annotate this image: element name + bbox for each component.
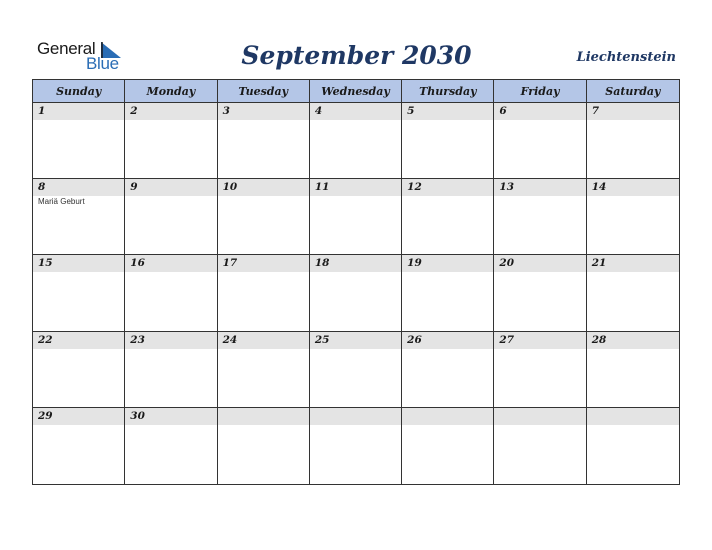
country-label: Liechtenstein — [576, 50, 676, 65]
weekday-header-saturday: Saturday — [587, 80, 679, 103]
day-number: 25 — [310, 332, 401, 349]
day-cell[interactable] — [494, 332, 586, 408]
day-number: 1 — [33, 103, 124, 120]
day-cell[interactable] — [218, 103, 310, 179]
day-cell[interactable] — [587, 332, 679, 408]
day-number: 21 — [587, 255, 679, 272]
day-cell[interactable] — [494, 179, 586, 255]
day-number: 12 — [402, 179, 493, 196]
day-cell[interactable] — [310, 179, 402, 255]
day-cell[interactable] — [402, 332, 494, 408]
day-cell[interactable] — [402, 408, 494, 484]
logo-general-text: General — [37, 39, 96, 58]
weekday-header-wednesday: Wednesday — [310, 80, 402, 103]
day-number — [494, 408, 585, 425]
day-number: 29 — [33, 408, 124, 425]
weekday-header-thursday: Thursday — [402, 80, 494, 103]
weekday-header-monday: Monday — [125, 80, 217, 103]
day-number: 8 — [33, 179, 124, 196]
day-cell[interactable] — [494, 255, 586, 331]
day-cell[interactable] — [494, 408, 586, 484]
day-cell[interactable] — [587, 255, 679, 331]
day-cell[interactable] — [402, 103, 494, 179]
day-cell[interactable] — [218, 255, 310, 331]
day-number — [587, 408, 679, 425]
day-cell[interactable] — [587, 103, 679, 179]
day-cell[interactable] — [218, 332, 310, 408]
day-number: 11 — [310, 179, 401, 196]
day-number: 6 — [494, 103, 585, 120]
day-number: 4 — [310, 103, 401, 120]
calendar-grid — [32, 79, 680, 485]
day-cell[interactable] — [494, 103, 586, 179]
day-number: 27 — [494, 332, 585, 349]
day-number: 20 — [494, 255, 585, 272]
day-number: 17 — [218, 255, 309, 272]
day-cell[interactable] — [125, 179, 217, 255]
day-number: 13 — [494, 179, 585, 196]
day-number: 19 — [402, 255, 493, 272]
day-cell[interactable] — [33, 103, 125, 179]
generalblue-logo[interactable] — [37, 39, 127, 73]
weekday-header-tuesday: Tuesday — [218, 80, 310, 103]
day-number: 7 — [587, 103, 679, 120]
weekday-header-friday: Friday — [494, 80, 586, 103]
day-number: 30 — [125, 408, 216, 425]
day-cell[interactable] — [125, 255, 217, 331]
day-number: 3 — [218, 103, 309, 120]
day-cell[interactable] — [218, 408, 310, 484]
holiday-label: Mariä Geburt — [38, 197, 85, 207]
day-number — [218, 408, 309, 425]
day-number — [310, 408, 401, 425]
day-number: 2 — [125, 103, 216, 120]
day-number: 26 — [402, 332, 493, 349]
day-number: 16 — [125, 255, 216, 272]
day-cell[interactable] — [218, 179, 310, 255]
day-number: 23 — [125, 332, 216, 349]
day-number: 9 — [125, 179, 216, 196]
day-cell[interactable] — [310, 103, 402, 179]
day-cell[interactable] — [33, 179, 125, 255]
day-cell[interactable] — [402, 179, 494, 255]
day-number: 15 — [33, 255, 124, 272]
page-title: September 2030 — [241, 41, 472, 70]
day-number: 24 — [218, 332, 309, 349]
day-cell[interactable] — [125, 103, 217, 179]
day-cell[interactable] — [33, 408, 125, 484]
day-number: 14 — [587, 179, 679, 196]
day-cell[interactable] — [310, 332, 402, 408]
day-cell[interactable] — [310, 408, 402, 484]
logo-blue-text: Blue — [86, 54, 119, 73]
day-cell[interactable] — [33, 332, 125, 408]
weekday-header-sunday: Sunday — [33, 80, 125, 103]
day-cell[interactable] — [33, 255, 125, 331]
day-cell[interactable] — [125, 408, 217, 484]
day-cell[interactable] — [402, 255, 494, 331]
day-cell[interactable] — [310, 255, 402, 331]
day-number: 10 — [218, 179, 309, 196]
day-number: 28 — [587, 332, 679, 349]
day-cell[interactable] — [125, 332, 217, 408]
day-number: 18 — [310, 255, 401, 272]
day-number: 22 — [33, 332, 124, 349]
day-cell[interactable] — [587, 179, 679, 255]
day-cell[interactable] — [587, 408, 679, 484]
day-number: 5 — [402, 103, 493, 120]
day-number — [402, 408, 493, 425]
